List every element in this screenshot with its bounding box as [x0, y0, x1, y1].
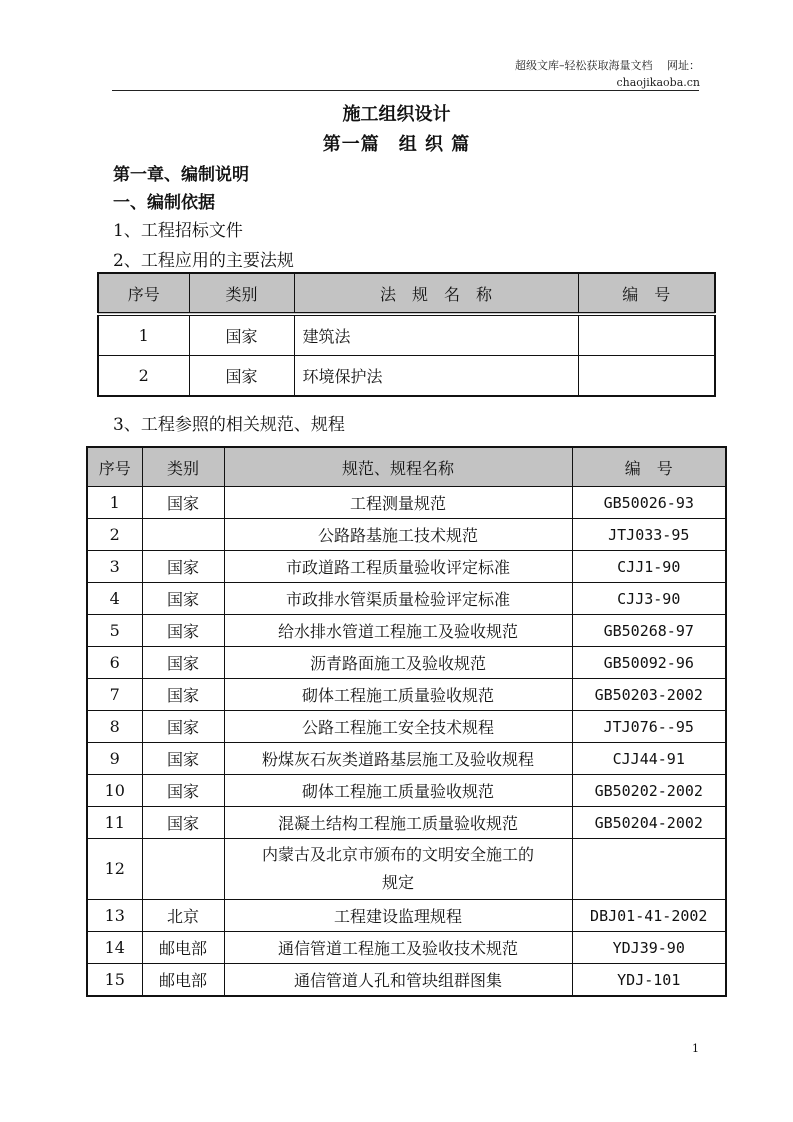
section-heading: 一、编制依据 [113, 193, 215, 213]
table-row [87, 615, 726, 647]
table-row [87, 807, 726, 839]
cell-no: 1 [98, 314, 189, 356]
site-url: chaojikaoba.cn [616, 76, 700, 89]
cell-no: 11 [87, 807, 142, 839]
cell-name: 市政排水管渠质量检验评定标准 [224, 583, 572, 615]
cell-no: 15 [87, 964, 142, 997]
cell-name-line-1: 内蒙古及北京市颁布的文明安全施工的 [261, 845, 534, 864]
document-title: 施工组织设计 [342, 104, 451, 125]
site-name: 超级文库–轻松获取海量文档 网址： [515, 59, 700, 72]
cell-no: 2 [98, 356, 189, 397]
col-header-name: 规范、规程名称 [224, 447, 572, 487]
cell-name: 公路路基施工技术规范 [224, 519, 572, 551]
cell-category: 邮电部 [142, 964, 224, 997]
cell-name: 通信管道工程施工及验收技术规范 [224, 932, 572, 964]
cell-category: 国家 [142, 615, 224, 647]
cell-code: CJJ3-90 [572, 583, 726, 615]
cell-name: 工程测量规范 [224, 487, 572, 519]
cell-no: 10 [87, 775, 142, 807]
col-header-name: 法 规 名 称 [294, 273, 578, 314]
cell-code [578, 356, 715, 397]
table-row [87, 900, 726, 932]
cell-category: 国家 [142, 775, 224, 807]
cell-code: GB50092-96 [572, 647, 726, 679]
cell-name: 给水排水管道工程施工及验收规范 [224, 615, 572, 647]
cell-code: CJJ44-91 [572, 743, 726, 775]
cell-no: 5 [87, 615, 142, 647]
cell-no: 14 [87, 932, 142, 964]
cell-code: GB50026-93 [572, 487, 726, 519]
cell-name-line-2: 规定 [381, 873, 414, 892]
cell-category: 国家 [142, 487, 224, 519]
cell-no: 6 [87, 647, 142, 679]
cell-name: 砌体工程施工质量验收规范 [224, 679, 572, 711]
cell-name: 公路工程施工安全技术规程 [224, 711, 572, 743]
col-header-category: 类别 [142, 447, 224, 487]
table-row [87, 487, 726, 519]
table-row [87, 743, 726, 775]
chapter-heading: 第一章、编制说明 [113, 165, 249, 185]
cell-no: 3 [87, 551, 142, 583]
cell-category: 国家 [142, 743, 224, 775]
table-row [87, 775, 726, 807]
col-header-no: 序号 [98, 273, 189, 314]
cell-code: CJJ1-90 [572, 551, 726, 583]
table-row [87, 839, 726, 900]
cell-name: 砌体工程施工质量验收规范 [224, 775, 572, 807]
table-header-row [87, 447, 726, 487]
table-row [98, 314, 715, 356]
cell-code: YDJ-101 [572, 964, 726, 997]
cell-name: 建筑法 [294, 314, 578, 356]
standards-table [86, 446, 727, 997]
table-row [87, 519, 726, 551]
cell-name: 沥青路面施工及验收规范 [224, 647, 572, 679]
header-rule [112, 90, 699, 91]
cell-category: 国家 [142, 551, 224, 583]
cell-name: 环境保护法 [294, 356, 578, 397]
regulations-table [97, 272, 716, 397]
table-row [87, 932, 726, 964]
cell-name: 通信管道人孔和管块组群图集 [224, 964, 572, 997]
cell-code: DBJ01-41-2002 [572, 900, 726, 932]
site-watermark [515, 57, 700, 91]
table-row [87, 679, 726, 711]
cell-name: 工程建设监理规程 [224, 900, 572, 932]
cell-code: GB50204-2002 [572, 807, 726, 839]
table-header-row [98, 273, 715, 314]
cell-code: GB50203-2002 [572, 679, 726, 711]
cell-category [142, 519, 224, 551]
cell-category: 国家 [142, 679, 224, 711]
cell-category: 国家 [189, 356, 294, 397]
cell-category: 国家 [142, 583, 224, 615]
cell-no: 2 [87, 519, 142, 551]
cell-name: 粉煤灰石灰类道路基层施工及验收规程 [224, 743, 572, 775]
cell-category: 国家 [189, 314, 294, 356]
cell-name: 市政道路工程质量验收评定标准 [224, 551, 572, 583]
cell-category [142, 839, 224, 900]
cell-no: 8 [87, 711, 142, 743]
cell-code: JTJ076--95 [572, 711, 726, 743]
cell-code: YDJ39-90 [572, 932, 726, 964]
cell-code [578, 314, 715, 356]
list-item-2: 2、工程应用的主要法规 [113, 251, 294, 271]
cell-category: 北京 [142, 900, 224, 932]
cell-no: 12 [87, 839, 142, 900]
col-header-code: 编 号 [572, 447, 726, 487]
list-item-1: 1、工程招标文件 [113, 221, 243, 241]
cell-no: 7 [87, 679, 142, 711]
cell-code: GB50202-2002 [572, 775, 726, 807]
table-row [98, 356, 715, 397]
cell-category: 邮电部 [142, 932, 224, 964]
table-row [87, 647, 726, 679]
col-header-category: 类别 [189, 273, 294, 314]
table-row [87, 583, 726, 615]
col-header-no: 序号 [87, 447, 142, 487]
cell-code: JTJ033-95 [572, 519, 726, 551]
cell-category: 国家 [142, 647, 224, 679]
cell-no: 4 [87, 583, 142, 615]
table-row [87, 964, 726, 997]
table-row [87, 551, 726, 583]
list-item-3: 3、工程参照的相关规范、规程 [113, 415, 345, 435]
cell-category: 国家 [142, 711, 224, 743]
cell-code: GB50268-97 [572, 615, 726, 647]
cell-no: 13 [87, 900, 142, 932]
cell-name: 混凝土结构工程施工质量验收规范 [224, 807, 572, 839]
cell-code [572, 839, 726, 900]
cell-no: 1 [87, 487, 142, 519]
col-header-code: 编 号 [578, 273, 715, 314]
table-row [87, 711, 726, 743]
cell-no: 9 [87, 743, 142, 775]
page-number: 1 [692, 1042, 699, 1055]
cell-category: 国家 [142, 807, 224, 839]
cell-name [224, 839, 572, 900]
document-subtitle: 第一篇 组 织 篇 [322, 134, 471, 155]
